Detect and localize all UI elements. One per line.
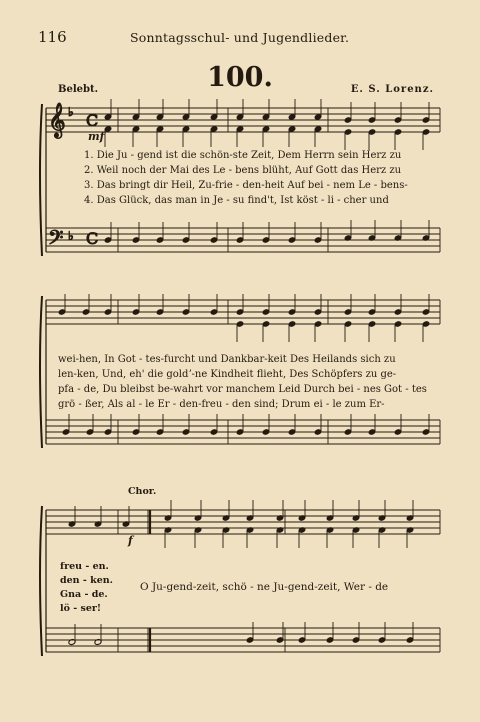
dynamic-marking-mf: mf xyxy=(88,130,105,143)
common-time: C xyxy=(86,229,99,248)
flat-sign: ♭ xyxy=(68,229,74,243)
flat-sign: ♭ xyxy=(68,105,74,119)
composer-credit: E. S. Lorenz. xyxy=(350,84,434,95)
bass-clef: 𝄢 xyxy=(48,226,64,254)
verse-line-2: 2. Weil noch der Mai des Le - bens blüht, Auf Gott das Herz zu xyxy=(84,165,402,176)
verse-ending-3: Gna - de. xyxy=(60,589,108,600)
verse-line-1: 1. Die Ju - gend ist die schön-ste Zeit, Dem Herrn sein Herz zu xyxy=(84,150,402,161)
verse-ending-4: lö - ser! xyxy=(60,603,102,614)
tempo-marking: Belebt. xyxy=(58,84,99,95)
verse-line-3: 3. Das bringt dir Heil, Zu-frie - den-heit Auf bei - nem Le - bens- xyxy=(84,180,408,191)
page-number: 116 xyxy=(38,28,67,46)
verse-line-3-cont: pfa - de, Du bleibst be-wahrt vor manchem Leid Durch bei - nes Got - tes xyxy=(58,384,427,395)
brace xyxy=(40,506,42,656)
chorus-label: Chor. xyxy=(128,486,157,497)
common-time: C xyxy=(86,111,99,130)
verse-line-4-cont: grö - ßer, Als al - le Er - den-freu - den sind; Drum ei - le zum Er- xyxy=(58,399,385,410)
verse-line-4: 4. Das Glück, das man in Je - su find't, Ist köst - li - cher und xyxy=(84,195,389,206)
dynamic-marking-f: f xyxy=(128,534,133,547)
verse-line-1-cont: wei-hen, In Got - tes-furcht und Dankbar-keit Des Heilands sich zu xyxy=(58,354,396,365)
chorus-lyrics: O Ju-gend-zeit, schö - ne Ju-gend-zeit, Wer - de xyxy=(140,581,389,593)
running-title: Sonntagsschul- und Jugendlieder. xyxy=(130,30,350,45)
verse-ending-1: freu - en. xyxy=(60,561,109,572)
verse-line-2-cont: len-ken, Und, eh' die goldʼ-ne Kindheit flieht, Des Schöpfers zu ge- xyxy=(58,369,397,380)
hymn-number: 100. xyxy=(207,62,273,93)
verse-ending-2: den - ken. xyxy=(60,575,113,586)
brace xyxy=(40,104,42,256)
treble-clef: 𝄞 xyxy=(48,103,66,138)
brace xyxy=(40,296,42,448)
